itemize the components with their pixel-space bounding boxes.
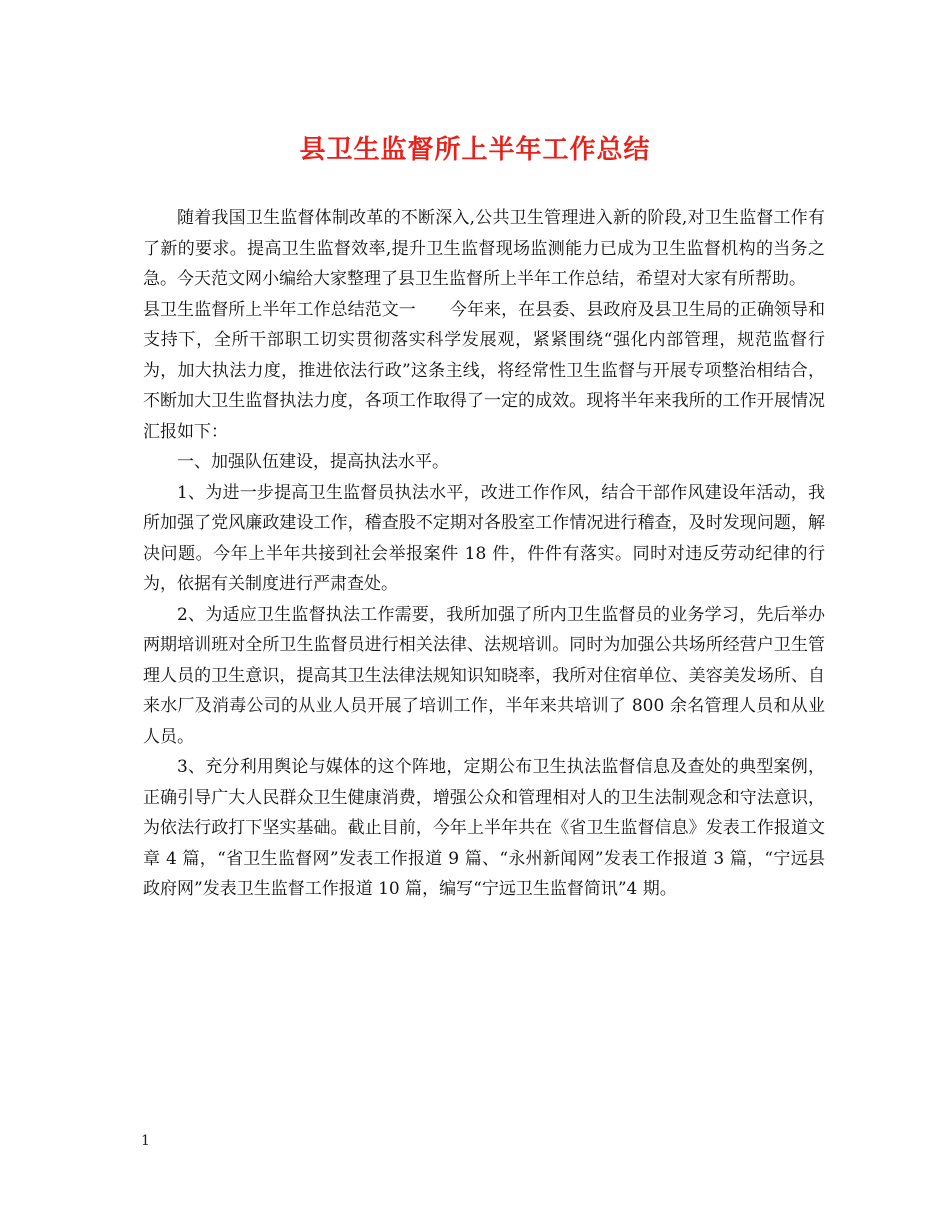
item-paragraph-1: 1、为进一步提高卫生监督员执法水平，改进工作作风，结合干部作风建设年活动，我所加强了党风廉政建设工作，稽查股不定期对各股室工作情况进行稽查，及时发现问题，解决问题。今年上半年共接到社会举报案件 18 件，件件有落实。同时对违反劳动纪律的行为，依据有关制度进行严肃查处。	[143, 482, 825, 594]
intro-paragraph: 随着我国卫生监督体制改革的不断深入,公共卫生管理进入新的阶段,对卫生监督工作有了新的要求。提高卫生监督效率,提升卫生监督现场监测能力已成为卫生监督机构的当务之急。今天范文网小编给大家整理了县卫生监督所上半年工作总结，希望对大家有所帮助。	[143, 208, 825, 289]
sample-heading-paragraph: 县卫生监督所上半年工作总结范文一 今年来，在县委、县政府及县卫生局的正确领导和支持下，全所干部职工切实贯彻落实科学发展观，紧紧围绕“强化内部管理，规范监督行为，加大执法力度，推进依法行政”这条主线，将经常性卫生监督与开展专项整治相结合，不断加大卫生监督执法力度，各项工作取得了一定的成效。现将半年来我所的工作开展情况汇报如下：	[143, 299, 825, 442]
section-heading: 一、加强队伍建设，提高执法水平。	[177, 452, 449, 472]
document-title: 县卫生监督所上半年工作总结	[299, 135, 651, 165]
page-number: 1	[141, 1133, 150, 1149]
document-body	[143, 203, 825, 905]
item-paragraph-2: 2、为适应卫生监督执法工作需要，我所加强了所内卫生监督员的业务学习，先后举办两期培训班对全所卫生监督员进行相关法律、法规培训。同时为加强公共场所经营户卫生管理人员的卫生意识，提高其卫生法律法规知识知晓率，我所对住宿单位、美容美发场所、自来水厂及消毒公司的从业人员开展了培训工作，半年来共培训了 800 余名管理人员和从业人员。	[143, 604, 825, 747]
item-paragraph-3: 3、充分利用舆论与媒体的这个阵地，定期公布卫生执法监督信息及查处的典型案例，正确引导广大人民群众卫生健康消费，增强公众和管理相对人的卫生法制观念和守法意识，为依法行政打下坚实基础。截止目前，今年上半年共在《省卫生监督信息》发表工作报道文章 4 篇，“省卫生监督网”发表工作报道 9 篇、“永州新闻网”发表工作报道 3 篇，“宁远县政府网”发表卫生监督工作报道 10 篇，编写“宁远卫生监督简讯”4 期。	[143, 757, 825, 899]
